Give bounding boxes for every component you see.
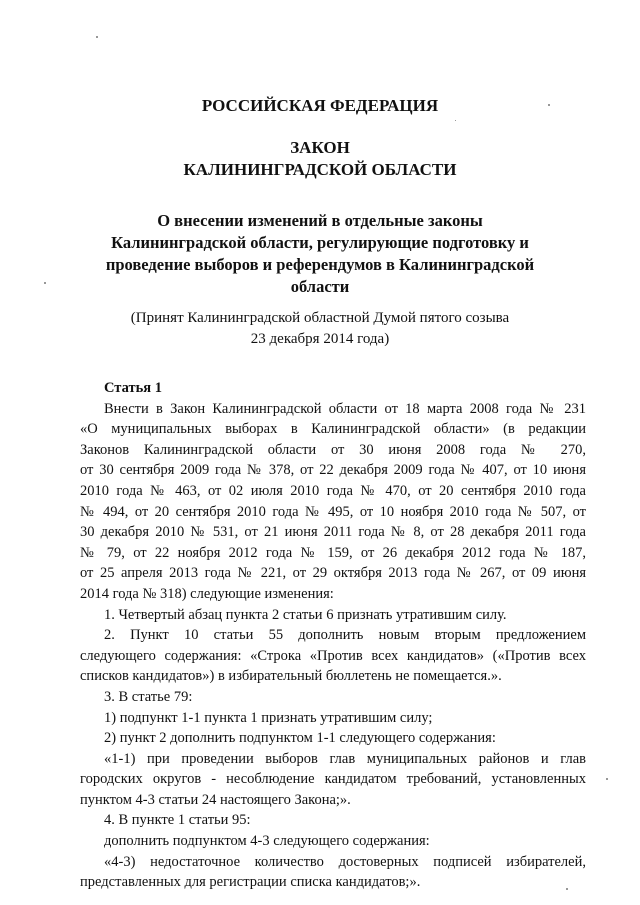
- article-line: 3. В статье 79:: [104, 688, 193, 705]
- article-line: от 25 апреля 2013 года № 221, от 29 октября 2013 года № 267, от 09 июня: [80, 565, 586, 582]
- law-title-line: Калининградской области, регулирующие подготовку и: [111, 233, 529, 252]
- adoption-note-line: (Принят Калининградской областной Думой пятого созыва: [130, 310, 510, 326]
- article-line: 2010 года № 463, от 02 июля 2010 года № 470, от 20 сентября 2010 года: [80, 482, 586, 499]
- article-line: 2014 года № 318) следующие изменения:: [80, 585, 334, 602]
- scan-speck: [548, 104, 550, 106]
- article-line: 4. В пункте 1 статьи 95:: [104, 812, 251, 829]
- region-heading: КАЛИНИНГРАДСКОЙ ОБЛАСТИ: [183, 160, 457, 179]
- article-line: № 79, от 22 ноября 2012 года № 159, от 26 декабря 2012 года № 187,: [80, 544, 586, 561]
- article-heading: Статья 1: [104, 380, 162, 396]
- law-title-line: области: [290, 277, 350, 296]
- article-line: № 494, от 20 сентября 2010 года № 495, от 10 ноября 2010 года № 507, от: [80, 503, 586, 520]
- adoption-note: [0, 308, 640, 350]
- article-line: представленных для регистрации списка кандидатов;».: [80, 874, 421, 891]
- article-line: Внести в Закон Калининградской области от 18 марта 2008 года № 231: [104, 400, 586, 417]
- article-line: 30 декабря 2010 № 531, от 21 июня 2011 года № 8, от 28 декабря 2011 года: [80, 524, 586, 541]
- article-line: 2. Пункт 10 статьи 55 дополнить новым вторым предложением: [104, 627, 586, 644]
- article-line: следующего содержания: «Строка «Против всех кандидатов» («Против всех: [80, 647, 586, 664]
- article-line: «О муниципальных выборах в Калининградской области» (в редакции: [80, 421, 586, 438]
- country-heading: РОССИЙСКАЯ ФЕДЕРАЦИЯ: [201, 96, 439, 115]
- scan-speck: [96, 36, 98, 38]
- scan-speck: [566, 888, 568, 890]
- article-body: [80, 399, 586, 893]
- article-line: 1) подпункт 1-1 пункта 1 признать утратившим силу;: [104, 709, 433, 726]
- article-1: [80, 378, 586, 893]
- scan-speck: [44, 282, 46, 284]
- article-line: дополнить подпунктом 4-3 следующего содержания:: [104, 833, 430, 850]
- article-line: «1-1) при проведении выборов глав муниципальных районов и глав: [104, 750, 586, 767]
- article-line: списков кандидатов») в избирательный бюллетень не помещается.».: [80, 668, 502, 685]
- article-line: Законов Калининградской области от 30 июня 2008 года № 270,: [80, 441, 586, 458]
- article-line: 2) пункт 2 дополнить подпунктом 1-1 следующего содержания:: [104, 730, 496, 747]
- scan-speck: [606, 778, 608, 780]
- article-line: от 30 сентября 2009 года № 378, от 22 декабря 2009 года № 407, от 10 июня: [80, 462, 586, 479]
- article-line: «4-3) недостаточное количество достоверных подписей избирателей,: [104, 853, 586, 870]
- article-line: пунктом 4-3 статьи 24 настоящего Закона;».: [80, 791, 351, 808]
- article-line: городских округов - несоблюдение кандидатом требований, установленных: [80, 771, 586, 788]
- law-title: [96, 210, 544, 298]
- adoption-note-line: 23 декабря 2014 года): [250, 331, 390, 347]
- scan-speck: [455, 120, 456, 121]
- law-title-line: О внесении изменений в отдельные законы: [157, 211, 483, 230]
- law-title-line: проведение выборов и референдумов в Калининградской: [105, 255, 535, 274]
- doc-type-heading: ЗАКОН: [290, 138, 350, 157]
- article-line: 1. Четвертый абзац пункта 2 статьи 6 признать утратившим силу.: [104, 606, 507, 623]
